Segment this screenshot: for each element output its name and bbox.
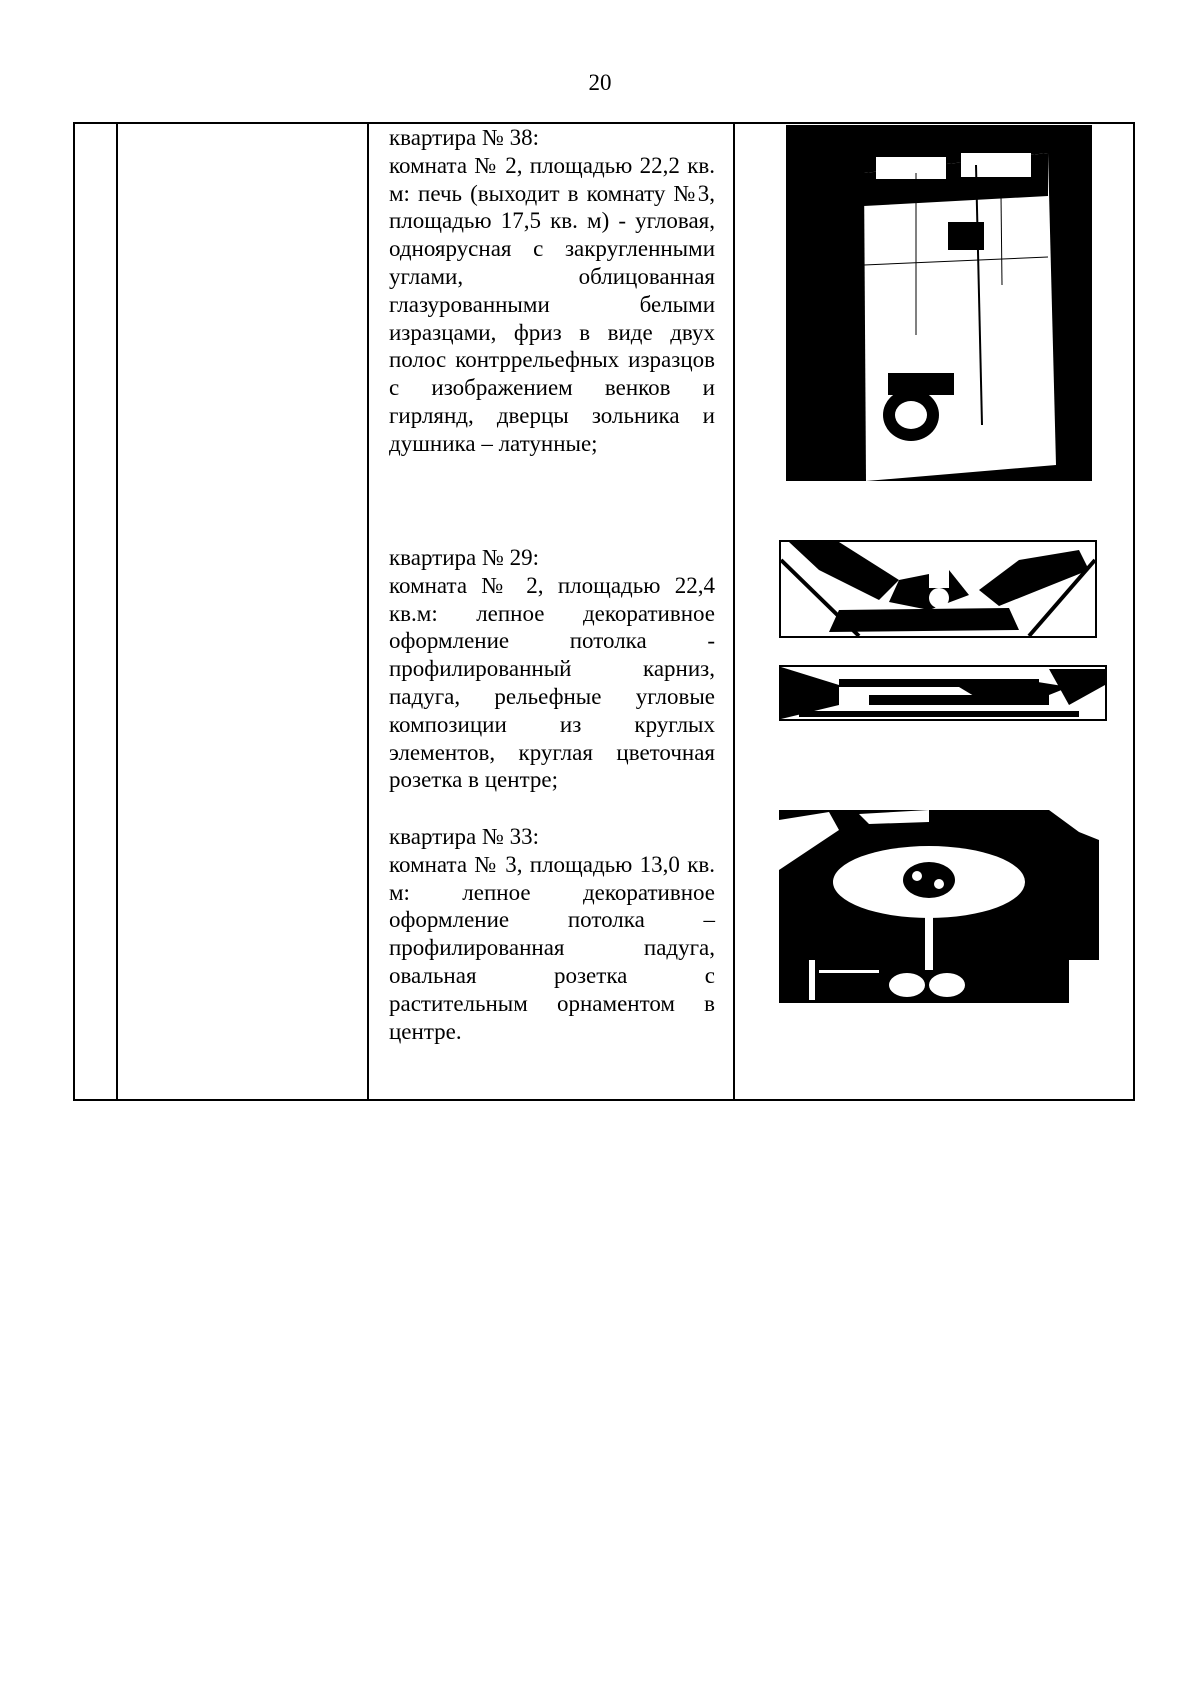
column-divider-1 [116, 122, 118, 1101]
stove-photo [786, 125, 1092, 481]
entry-heading: квартира № 29: [389, 545, 540, 570]
entry-apartment-33 [389, 823, 715, 1045]
column-divider-3 [733, 122, 735, 1101]
cornice-corner-photo [779, 540, 1097, 638]
table-left-border [73, 122, 75, 1101]
cornice-band-photo [779, 665, 1107, 721]
entry-heading: квартира № 33: [389, 824, 540, 849]
entry-text: комната № 2, площадью 22,2 кв. м: печь (выходит в комнату №3, площадью 17,5 кв. м) - угловая, одноярусная с закругленными углами, облицованная глазурованными белыми изразцами, фриз в виде двух полос контррельефных изразцов с изображением венков и гирлянд, дверцы зольника и душника – латунные; [389, 152, 715, 456]
table-right-border [1133, 122, 1135, 1101]
entry-text: комната № 2, площадью 22,4 кв.м: лепное декоративное оформление потолка - профилированный карниз, падуга, рельефные угловые композиции из круглых элементов, круглая цветочная розетка в центре; [389, 572, 715, 793]
entry-heading: квартира № 38: [389, 125, 540, 150]
column-divider-2 [367, 122, 369, 1101]
page-number: 20 [588, 70, 612, 95]
entry-text: комната № 3, площадью 13,0 кв. м: лепное декоративное оформление потолка – профилированная падуга, овальная розетка с растительным орнаментом в центре. [389, 851, 715, 1044]
entry-apartment-38 [389, 124, 715, 458]
table-bottom-border [73, 1099, 1135, 1101]
entry-apartment-29 [389, 544, 715, 794]
rosette-photo [779, 810, 1099, 1003]
